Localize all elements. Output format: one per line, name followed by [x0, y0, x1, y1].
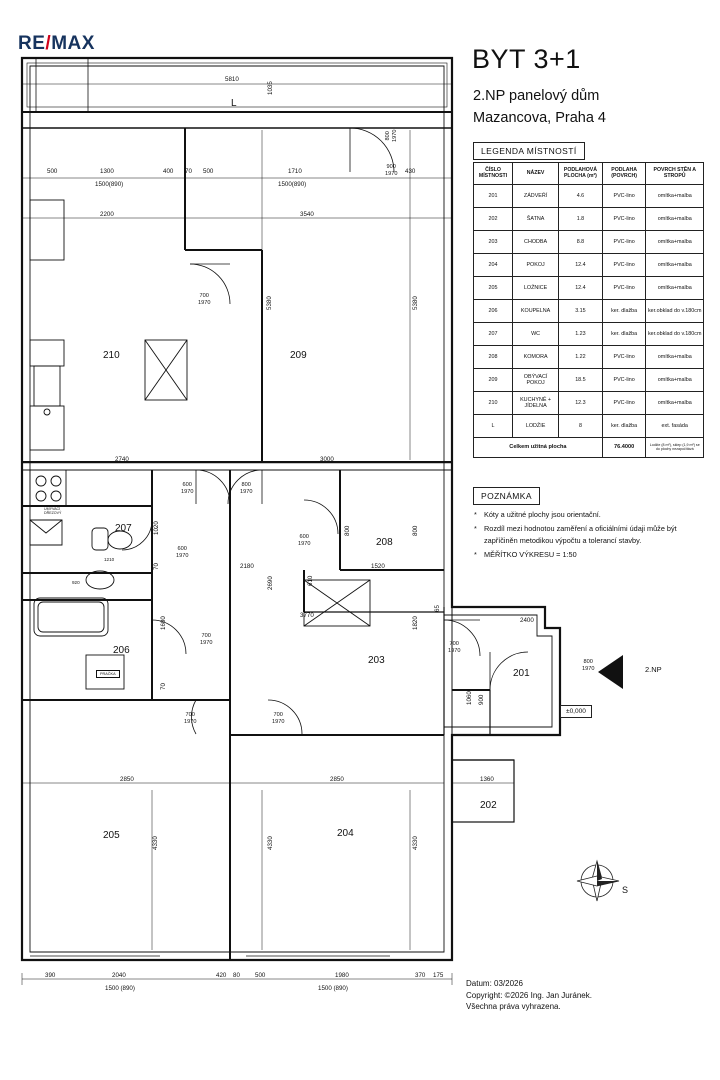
total-label: Celkem užitná plocha	[474, 438, 603, 458]
dimension-v: 1035	[267, 81, 274, 95]
cell-room-floor: PVC-lino	[602, 185, 646, 208]
door-dimension	[448, 641, 460, 654]
dimension-v: 70	[160, 683, 167, 690]
note-bullet: *	[474, 549, 477, 559]
room-label-201: 201	[513, 668, 530, 679]
dimension-h: 500	[203, 168, 214, 175]
dimension-h: 2180	[240, 563, 254, 570]
cell-room-name: KOUPELNA	[513, 300, 559, 323]
room-label-203: 203	[368, 655, 385, 666]
cell-room-surface: ker.obklad do v.180cm	[646, 300, 704, 323]
door-width: 700	[201, 633, 211, 639]
dimension-v: 610	[307, 575, 314, 586]
door-dimension	[298, 534, 310, 547]
cell-room-floor: ker. dlažba	[602, 300, 646, 323]
dimension-v: 2690	[267, 576, 274, 590]
cell-room-number: 206	[474, 300, 513, 323]
note-bullet: *	[474, 524, 477, 534]
door-height: 1970	[198, 299, 211, 306]
door-width: 600	[182, 482, 192, 488]
dimension-h: 2040	[112, 972, 126, 979]
cell-room-area: 12.4	[559, 277, 603, 300]
dimension-h: 3770	[300, 612, 314, 619]
door-dimension	[200, 633, 212, 646]
cell-room-number: 201	[474, 185, 513, 208]
brand-right: MAX	[51, 33, 95, 54]
door-width: 700	[273, 712, 283, 718]
compass-label: S	[622, 885, 629, 895]
cell-room-name: KOMORA	[513, 346, 559, 369]
dimension-h: 1500 (890)	[105, 985, 135, 992]
wc-dim-label: 1210	[104, 557, 115, 562]
note-text: MĚŘÍTKO VÝKRESU = 1:50	[484, 549, 577, 559]
cell-room-floor: PVC-lino	[602, 208, 646, 231]
washer-label: PRAČKA	[96, 670, 120, 678]
cell-room-floor: ker. dlažba	[602, 415, 646, 438]
dimension-h: 1520	[371, 563, 385, 570]
cell-room-surface: omítka+malba	[646, 277, 704, 300]
cell-room-surface: omítka+malba	[646, 346, 704, 369]
cell-room-name: LOŽNICE	[513, 277, 559, 300]
total-value: 76.4000	[602, 438, 646, 458]
cell-room-floor: PVC-lino	[602, 254, 646, 277]
cell-room-area: 4.6	[559, 185, 603, 208]
note-text: Rozdíl mezi hodnotou zaměření a oficiálními údaji může být zapříčiněn metodikou výpočtu a tolerancí stavby.	[484, 524, 677, 545]
room-label-204: 204	[337, 828, 354, 839]
floor-marker: 2.NP	[645, 665, 662, 674]
door-height: 1970	[200, 639, 213, 646]
door-width: 800	[583, 659, 593, 665]
dimension-h: 1300	[100, 168, 114, 175]
dimension-v: 5380	[266, 296, 273, 310]
dimension-h: 500	[255, 972, 266, 979]
dimension-v: 4330	[152, 836, 159, 850]
room-label-206: 206	[113, 645, 130, 656]
cell-room-surface: ext. fasáda	[646, 415, 704, 438]
room-label-207: 207	[115, 523, 132, 534]
cell-room-number: 205	[474, 277, 513, 300]
dimension-v: 800	[344, 525, 351, 536]
dimension-h: 3540	[300, 211, 314, 218]
note-caption: POZNÁMKA	[473, 487, 540, 505]
dimension-v: 4330	[412, 836, 419, 850]
room-label-208: 208	[376, 537, 393, 548]
level-marker: ±0,000	[560, 705, 592, 718]
cell-room-name: OBÝVACÍ POKOJ	[513, 369, 559, 392]
dimension-h: 370	[415, 972, 426, 979]
door-width: 600	[299, 534, 309, 540]
total-note: Lodžie (8 m²), sklep (1,9 m²) se do plochy nezapočítává	[646, 438, 704, 458]
cell-room-number: 207	[474, 323, 513, 346]
cell-room-number: 203	[474, 231, 513, 254]
door-height: 1970	[298, 540, 311, 547]
door-height: 1970	[240, 488, 253, 495]
cell-room-floor: PVC-lino	[602, 231, 646, 254]
brand-slash: /	[45, 33, 52, 54]
dimension-h: 2200	[100, 211, 114, 218]
cell-room-number: 209	[474, 369, 513, 392]
door-height: 1970	[181, 488, 194, 495]
dimension-h: 390	[45, 972, 56, 979]
cell-room-number: 208	[474, 346, 513, 369]
dimension-v: 1820	[412, 616, 419, 630]
door-width: 700	[449, 641, 459, 647]
dimension-h: 430	[405, 168, 416, 175]
cell-room-area: 1.22	[559, 346, 603, 369]
cell-room-floor: PVC-lino	[602, 369, 646, 392]
page-title: BYT 3+1	[472, 44, 581, 74]
door-dimension	[240, 482, 252, 495]
room-label-205: 205	[103, 830, 120, 841]
door-height: 1970	[176, 552, 189, 559]
col-header-floor: PODLAHA (POVRCH)	[602, 163, 646, 185]
dimension-h: 500	[47, 168, 58, 175]
cell-room-number: 202	[474, 208, 513, 231]
cell-room-surface: omítka+malba	[646, 392, 704, 415]
door-width: 700	[185, 712, 195, 718]
cell-room-area: 12.3	[559, 392, 603, 415]
door-dimension	[184, 712, 196, 725]
door-height: 1970	[391, 129, 398, 142]
dimension-v: 70	[153, 563, 160, 570]
cell-room-area: 8.8	[559, 231, 603, 254]
cell-room-area: 12.4	[559, 254, 603, 277]
dimension-h: 1500 (890)	[318, 985, 348, 992]
dimension-h: 2740	[115, 456, 129, 463]
col-header-area: PODLAHOVÁ PLOCHA (m²)	[559, 163, 603, 185]
cell-room-number: 204	[474, 254, 513, 277]
dimension-h: 1360	[480, 776, 494, 783]
dimension-h: 5810	[225, 76, 239, 83]
dimension-h: 3000	[320, 456, 334, 463]
door-dimension	[385, 130, 398, 142]
door-height: 1970	[582, 665, 595, 672]
cell-room-surface: omítka+malba	[646, 208, 704, 231]
cell-room-name: ŠATNA	[513, 208, 559, 231]
cell-room-name: POKOJ	[513, 254, 559, 277]
dimension-v: 4330	[267, 836, 274, 850]
cell-room-name: LODŽIE	[513, 415, 559, 438]
dimension-v: 1600	[160, 616, 167, 630]
dimension-h: 2850	[330, 776, 344, 783]
cell-room-surface: omítka+malba	[646, 254, 704, 277]
door-height: 1970	[184, 718, 197, 725]
dishwasher-label: UMÝVACÍ DŘEZOVÝ	[44, 507, 62, 515]
dimension-h: 1980	[335, 972, 349, 979]
dimension-h: 400	[163, 168, 174, 175]
door-dimension	[198, 293, 210, 306]
dimension-h: 1710	[288, 168, 302, 175]
dimension-h: 175	[433, 972, 444, 979]
cell-room-area: 18.5	[559, 369, 603, 392]
door-height: 1970	[448, 647, 461, 654]
dimension-v: 65	[434, 605, 441, 612]
col-header-surface: POVRCH STĚN A STROPŮ	[646, 163, 704, 185]
footer-rights: Všechna práva vyhrazena.	[466, 1002, 561, 1012]
door-dimension	[176, 546, 188, 559]
door-height: 1970	[385, 170, 398, 177]
cell-room-floor: PVC-lino	[602, 392, 646, 415]
door-width: 700	[199, 293, 209, 299]
cell-room-floor: PVC-lino	[602, 277, 646, 300]
dimension-h: 2850	[120, 776, 134, 783]
cell-room-surface: omítka+malba	[646, 231, 704, 254]
door-width: 900	[386, 164, 396, 170]
dimension-h: 2400	[520, 617, 534, 624]
footer-copyright: Copyright: ©2026 Ing. Jan Juránek.	[466, 990, 592, 1000]
cell-room-number: 210	[474, 392, 513, 415]
dimension-v: 5380	[412, 296, 419, 310]
brand-left: RE	[18, 33, 46, 54]
dimension-h: 1500(890)	[278, 181, 307, 188]
door-width: 800	[385, 131, 391, 141]
room-label-210: 210	[103, 350, 120, 361]
door-dimension	[582, 659, 594, 672]
legend-caption: LEGENDA MÍSTNOSTÍ	[473, 142, 585, 160]
door-width: 800	[241, 482, 251, 488]
door-dimension	[272, 712, 284, 725]
cell-room-area: 1.23	[559, 323, 603, 346]
cell-room-area: 1.8	[559, 208, 603, 231]
page-subtitle-address: Mazancova, Praha 4	[473, 110, 606, 126]
door-height: 1970	[272, 718, 285, 725]
cell-room-floor: PVC-lino	[602, 346, 646, 369]
cell-room-surface: ker.obklad do v.180cm	[646, 323, 704, 346]
dimension-h: 80	[233, 972, 240, 979]
dimension-h: 70	[185, 168, 192, 175]
room-label-209: 209	[290, 350, 307, 361]
cell-room-name: WC	[513, 323, 559, 346]
door-dimension	[181, 482, 193, 495]
cell-room-area: 8	[559, 415, 603, 438]
dimension-v: 800	[412, 525, 419, 536]
col-header-name: NÁZEV	[513, 163, 559, 185]
cell-room-area: 3.15	[559, 300, 603, 323]
dimension-v: 1020	[153, 521, 160, 535]
note-bullet: *	[474, 510, 477, 519]
footer-date: Datum: 03/2026	[466, 979, 523, 988]
dimension-h: 420	[216, 972, 227, 979]
cell-room-floor: ker. dlažba	[602, 323, 646, 346]
dimension-h: 1500(890)	[95, 181, 124, 188]
note-text: Kóty a užitné plochy jsou orientační.	[484, 510, 601, 519]
cell-room-surface: omítka+malba	[646, 369, 704, 392]
room-label-l: L	[231, 98, 237, 109]
dimension-v: 900	[478, 694, 485, 705]
cell-room-name: KUCHYNĚ + JÍDELNA	[513, 392, 559, 415]
door-width: 600	[177, 546, 187, 552]
room-label-202: 202	[480, 800, 497, 811]
cell-room-name: ZÁDVEŘÍ	[513, 185, 559, 208]
wc-dim-label2: 920	[72, 580, 80, 585]
col-header-number: ČÍSLO MÍSTNOSTI	[474, 163, 513, 185]
door-dimension	[385, 164, 397, 177]
page-subtitle-floor: 2.NP panelový dům	[473, 88, 600, 104]
cell-room-surface: omítka+malba	[646, 185, 704, 208]
cell-room-name: CHODBA	[513, 231, 559, 254]
cell-room-number: L	[474, 415, 513, 438]
dimension-v: 1060	[466, 691, 473, 705]
